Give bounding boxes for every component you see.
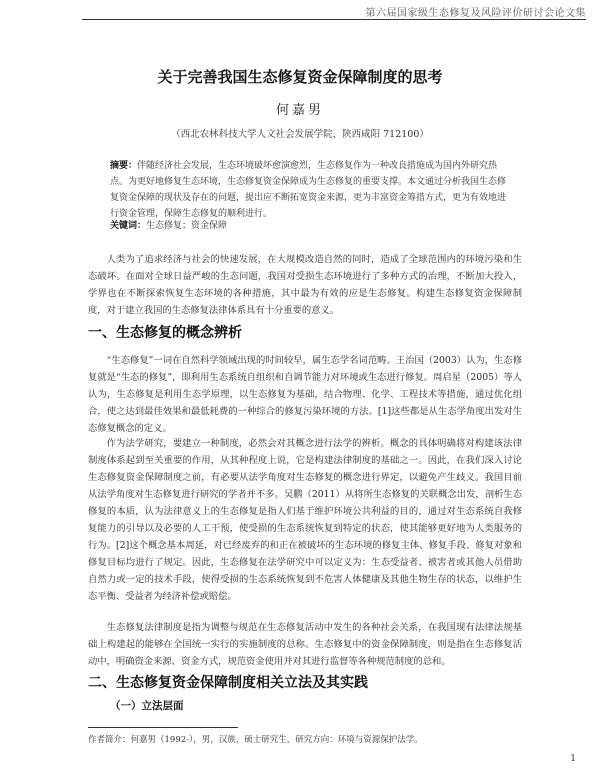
keywords [110, 218, 508, 231]
section-1-paragraph-3: 生态修复法律制度是指为调整与规范在生态修复活动中发生的各种社会关系，在我国现有法律法规基础上构建起的能够在全国统一实行的实施制度的总称。生态修复中的资金保障制度，则是指在生态修复活动中，明确资金来源、资金方式，规范资金使用并对其进行监督等各种规范制度的总和。 [88, 622, 522, 667]
author-footnote: 作者简介：何嘉男（1992-），男，汉族，硕士研究生，研究方向：环境与资源保护法学。 [88, 735, 423, 745]
author-name: 何嘉男 [275, 103, 324, 118]
paper-title: 关于完善我国生态修复资金保障制度的思考 [157, 68, 443, 86]
footnote-rule [88, 727, 238, 728]
abstract [110, 158, 508, 222]
author-affiliation: （西北农林科技大学人文社会发展学院，陕西咸阳 712100） [171, 129, 429, 140]
section-1-heading: 一、生态修复的概念辨析 [88, 325, 242, 341]
intro-paragraph: 人类为了追求经济与社会的快速发展，在大规模改造自然的同时，造成了全球范围内的环境污染和生态破坏。在面对全球日益严峻的生态问题，我国对受损生态环境进行了多种方式的治理，不断加大投入，学界也在不断探索恢复生态环境的各种措施，其中最为有效的应是生态修复。构建生态修复资金保障制度，对于建立我国的生态修复法律体系具有十分重要的意义。 [88, 254, 522, 316]
keywords-text: 生态修复；资金保障 [146, 221, 228, 231]
abstract-label: 摘要： [110, 161, 138, 171]
section-1-paragraph-1: “生态修复”一词在自然科学领域出现的时间较早，属生态学名词范畴。王治国（2003）认为，生态修复就是“生态的修复”，即利用生态系统自组织和自调节能力对环境或生态进行修复。周启星（2005）等人认为，生态修复是利用生态学原理，以生态修复为基础，结合物理、化学、工程技术等措施，通过优化组合，使之达到最佳效果和最低耗费的一种综合的修复污染环境的方法。[1]这些都是从生态学角度出发对生态修复概念的定义。 [88, 355, 522, 434]
running-header: 第六届国家级生态修复及风险评价研讨会论文集 [365, 8, 586, 19]
subsection-heading: （一）立法层面 [110, 700, 184, 712]
section-2-heading: 二、生态修复资金保障制度相关立法及其实践 [88, 675, 368, 691]
header-rule [82, 19, 586, 20]
page-number: 1 [570, 754, 576, 764]
section-1-paragraph-2: 作为法学研究，要建立一种制度，必然会对其概念进行法学的辨析。概念的具体明确将对构建该法律制度体系起到至关重要的作用，从其种程度上说，它是构建法律制度的基础之一。因此，在我们深入讨论生态修复资金保障制度之前，有必要从法学角度对生态修复的概念进行界定，以避免产生歧义。我国目前从法学角度对生态修复进行研究的学者并不多。吴鹏（2011）从将所生态修复的关联概念出发，剖析生态修复的本质，认为法律意义上的生态修复是指人们基于维护环境公共利益的目的，通过对生态系统自我修复能力的引导以及必要的人工干预，使受损的生态系统恢复到特定的状态，使其能够更好地为人类服务的行为。[2]这个概念基本周延，对已经废弃的和正在被破坏的生态环境的修复主体、修复手段、修复对象和修复目标均进行了规定。因此，生态修复在法学研究中可以定义为：生态受益者、被害者或其他人员借助自然力或一定的技术手段，使得受损的生态系统恢复到不危害人体健康及其他生物生存的状态，以维护生态平衡、受益者为经济补偿或赔偿。 [88, 438, 522, 602]
abstract-text: 伴随经济社会发展，生态环境破坏愈演愈烈，生态修复作为一种改良措施成为国内外研究热点。为更好地修复生态环境，生态修复资金保障成为生态修复的重要支撑。本文通过分析我国生态修复资金保障的现状及存在的问题，提出应不断拓宽资金来源，更为丰富资金筹措方式，更为有效地进行资金管理，保障生态修复的顺利进行。 [110, 161, 507, 219]
keywords-label: 关键词： [110, 221, 147, 231]
